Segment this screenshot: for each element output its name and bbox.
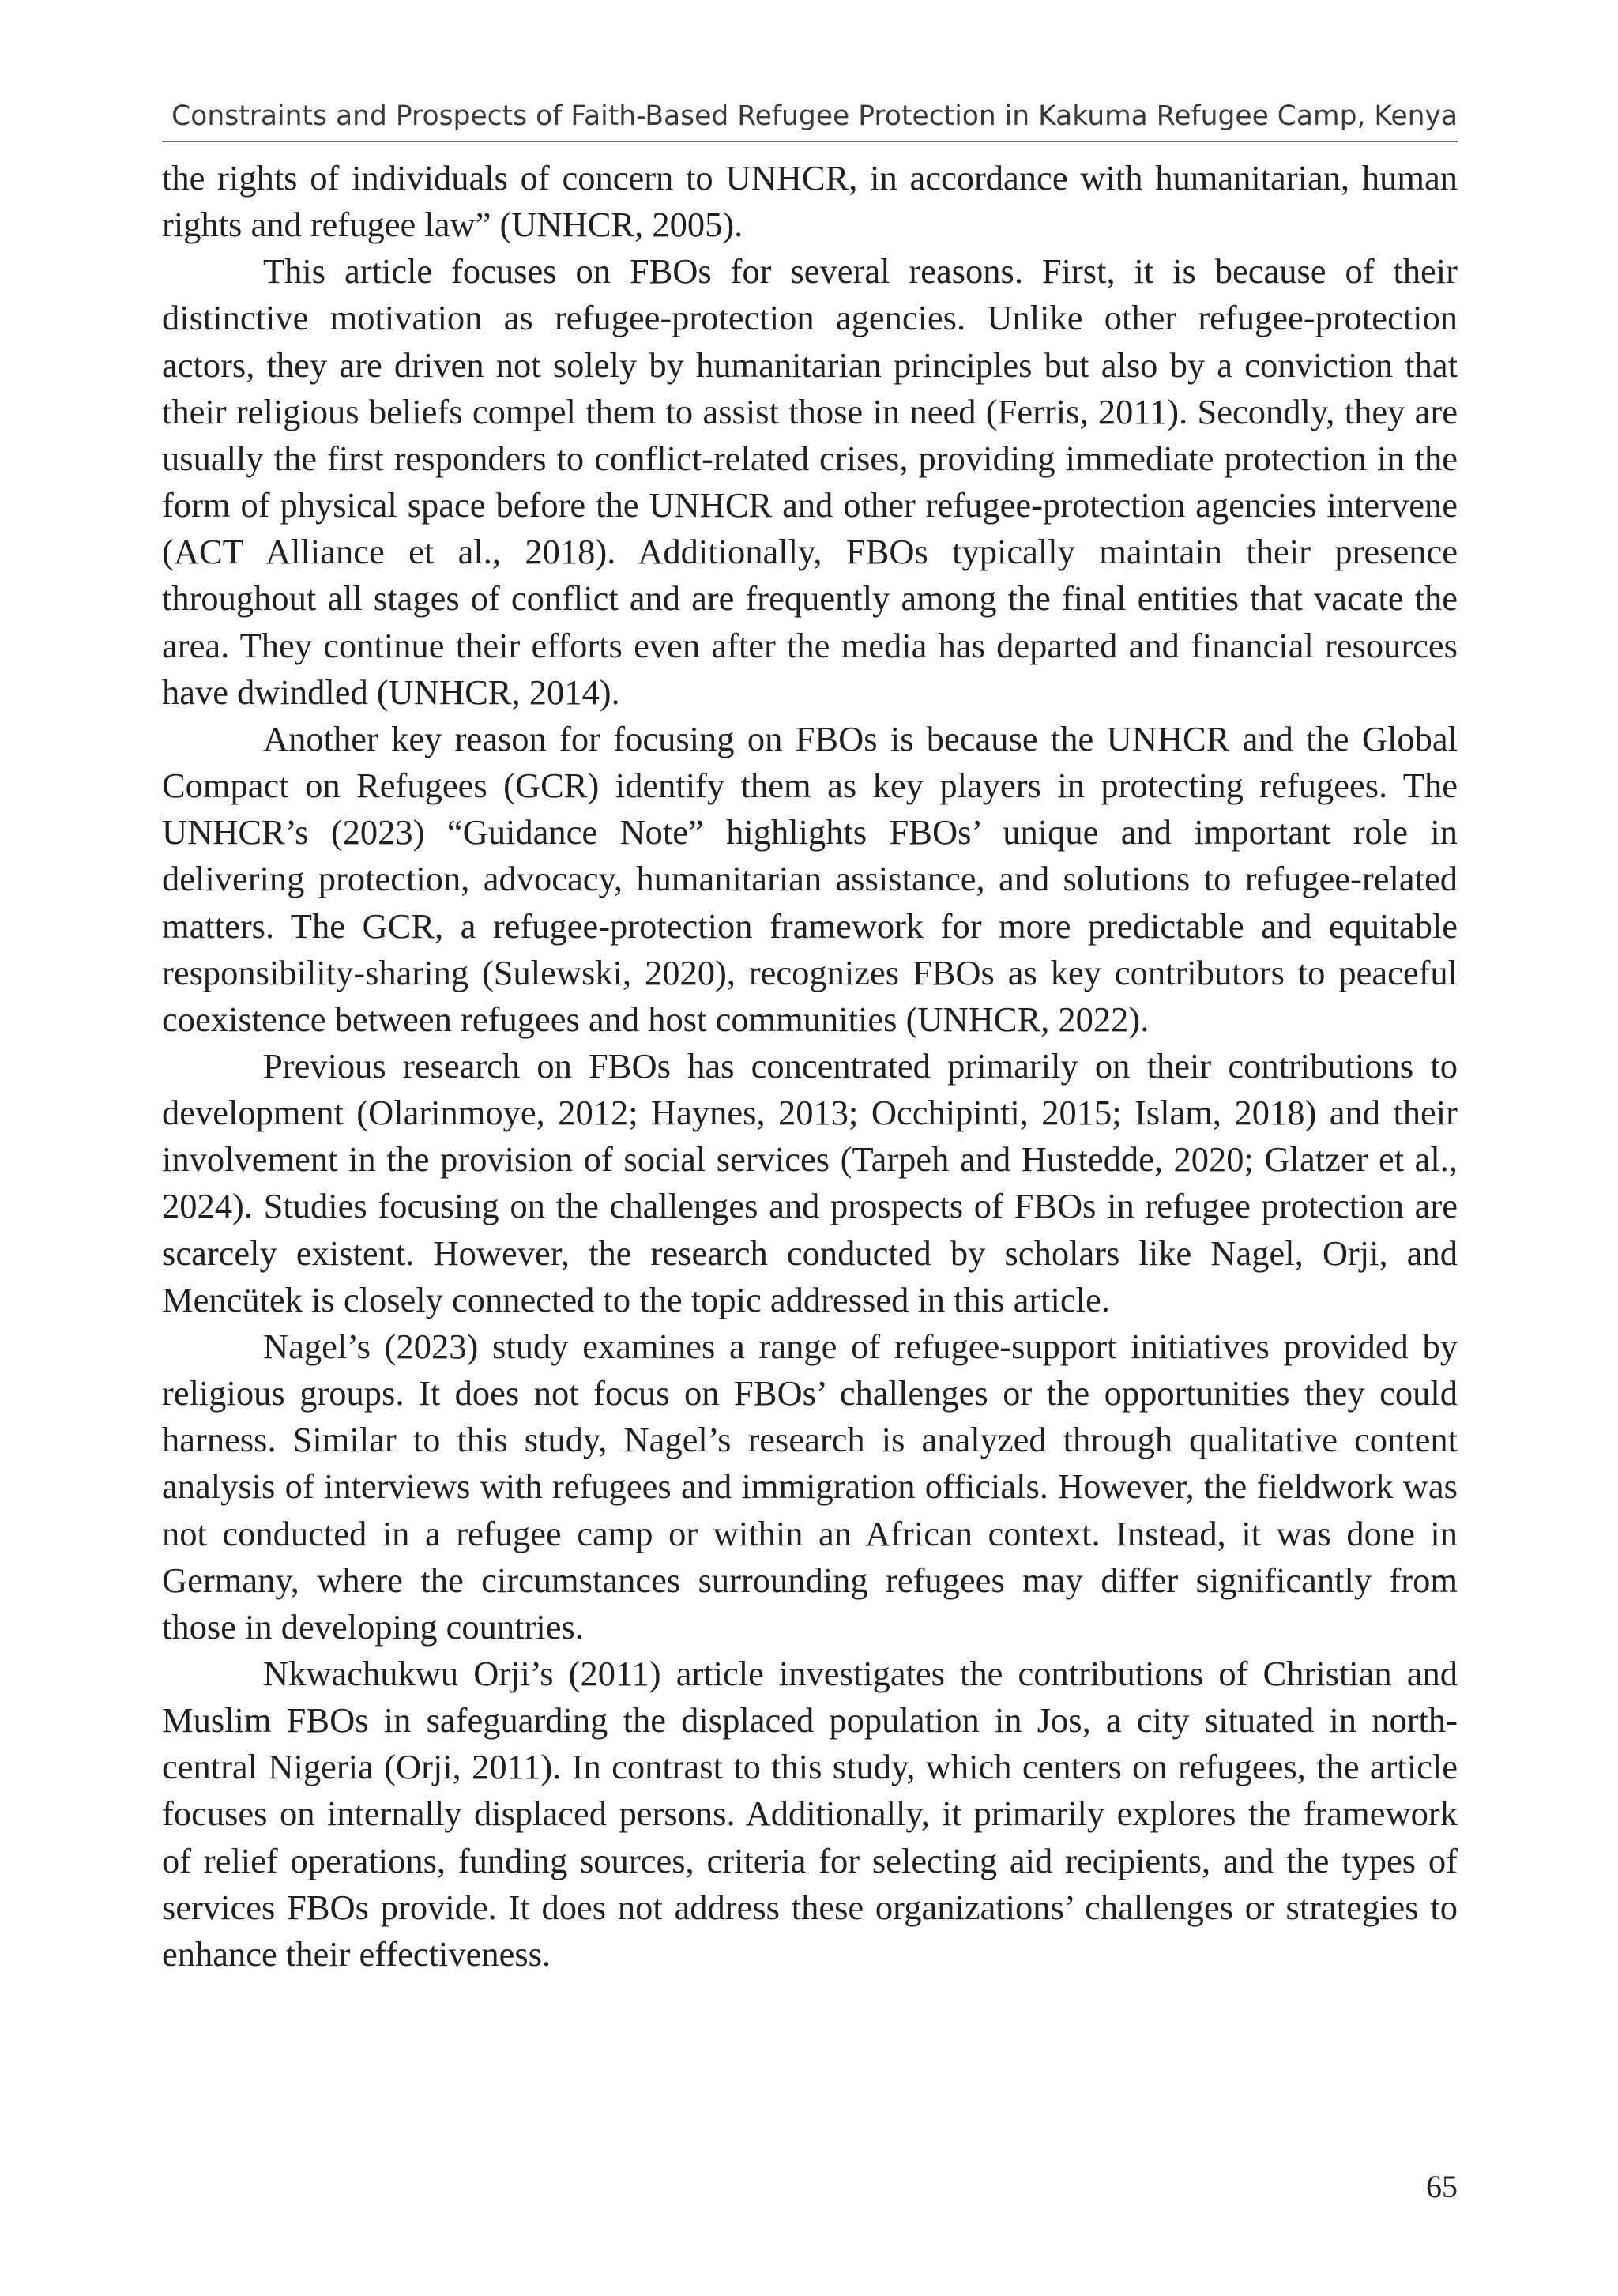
- header-rule: [162, 141, 1458, 142]
- paragraph-unhcr-gcr: Another key reason for focusing on FBOs is because the UNHCR and the Global Compact on Refugees (GCR) identify them as key players in protecting refugees. The UNHCR’s (2023) “Guidance Note” highlights FBOs’ unique and important role in delivering protection, advocacy, humanitarian assistance, and solutions to refugee-related matters. The GCR, a refugee-protection framework for more predictable and equitable responsibility-sharing (Sulewski, 2020), recognizes FBOs as key contributors to peaceful coexistence between refugees and host communities (UNHCR, 2022).: [162, 718, 1458, 1039]
- running-header: Constraints and Prospects of Faith-Based Refugee Protection in Kakuma Refugee Camp, Kenya: [171, 100, 1458, 132]
- paragraph-continued: the rights of individuals of concern to UNHCR, in accordance with humanitarian, human rights and refugee law” (UNHCR, 2005).: [162, 158, 1458, 245]
- paragraph-nagel: Nagel’s (2023) study examines a range of refugee-support initiatives provided by religious groups. It does not focus on FBOs’ challenges or the opportunities they could harness. Similar to this study, Nagel’s research is analyzed through qualitative content analysis of interviews with refugees and immigration officials. However, the fieldwork was not conducted in a refugee camp or within an African context. Instead, it was done in Germany, where the circumstances surrounding refugees may differ significantly from those in developing countries.: [162, 1326, 1458, 1647]
- paragraph-reasons: This article focuses on FBOs for several reasons. First, it is because of their distinctive motivation as refugee-protection agencies. Unlike other refugee-protection actors, they are driven not solely by humanitarian principles but also by a conviction that their religious beliefs compel them to assist those in need (Ferris, 2011). Secondly, they are usually the first responders to conflict-related crises, providing immediate protection in the form of physical space before the UNHCR and other refugee-protection agencies intervene (ACT Alliance et al., 2018). Additionally, FBOs typically maintain their presence throughout all stages of conflict and are frequently among the final entities that vacate the area. They continue their efforts even after the media has departed and financial resources have dwindled (UNHCR, 2014).: [162, 251, 1458, 712]
- paragraph-previous-research: Previous research on FBOs has concentrated primarily on their contributions to development (Olarinmoye, 2012; Haynes, 2013; Occhipinti, 2015; Islam, 2018) and their involvement in the provision of social services (Tarpeh and Hustedde, 2020; Glatzer et al., 2024). Studies focusing on the challenges and prospects of FBOs in refugee protection are scarcely existent. However, the research conducted by scholars like Nagel, Orji, and Mencütek is closely connected to the topic addressed in this article.: [162, 1045, 1458, 1319]
- article-body: [162, 155, 1458, 1978]
- page-number: 65: [1426, 2169, 1458, 2204]
- paragraph-orji: Nkwachukwu Orji’s (2011) article investigates the contributions of Christian and Muslim FBOs in safeguarding the displaced population in Jos, a city situated in north-central Nigeria (Orji, 2011). In contrast to this study, which centers on refugees, the article focuses on internally displaced persons. Additionally, it primarily explores the framework of relief operations, funding sources, criteria for selecting aid recipients, and the types of services FBOs provide. It does not address these organizations’ challenges or strategies to enhance their effectiveness.: [162, 1654, 1458, 1974]
